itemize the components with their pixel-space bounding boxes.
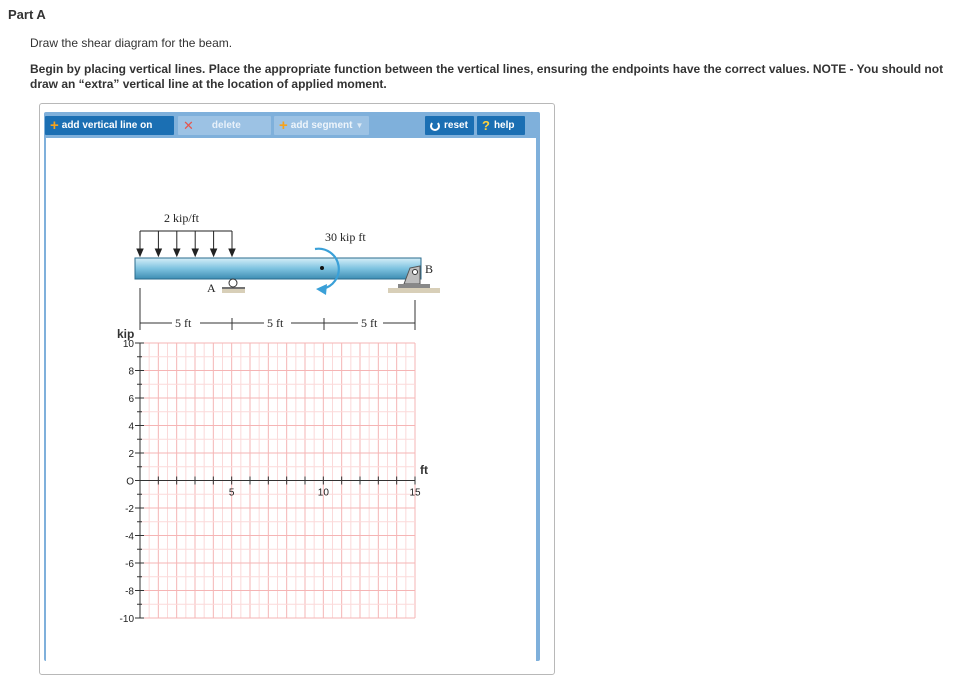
roller-support-icon: [222, 279, 245, 293]
load-arrowhead-icon: [192, 249, 198, 256]
plus-icon: +: [279, 116, 288, 134]
y-tick-label: 10: [122, 339, 134, 350]
reset-label: reset: [444, 120, 468, 131]
moment-arrowhead-icon: [316, 284, 327, 295]
help-icon: ?: [482, 118, 490, 133]
part-title: Part A: [8, 7, 46, 22]
y-tick-label: 4: [128, 421, 134, 433]
x-axis: [140, 477, 421, 499]
chevron-down-icon: ▼: [355, 121, 364, 130]
support-b-label: B: [425, 262, 434, 276]
x-tick-label: 10: [317, 487, 329, 499]
y-tick-label: -2: [125, 504, 134, 515]
moment-label: 30 kip ft: [325, 230, 366, 244]
x-tick-label: 15: [409, 487, 421, 499]
x-axis-label: ft: [420, 463, 428, 477]
load-arrowhead-icon: [155, 249, 161, 256]
instruction-text: Draw the shear diagram for the beam.: [30, 36, 233, 50]
load-label: 2 kip/ft: [164, 211, 199, 225]
load-arrowhead-icon: [211, 249, 217, 256]
delete-label: delete: [211, 120, 241, 131]
x-tick-label: 5: [228, 487, 235, 499]
dimension-label-2: 5 ft: [267, 316, 284, 330]
y-tick-label: 6: [128, 394, 134, 405]
plus-icon: +: [50, 116, 59, 134]
help-label: help: [493, 120, 515, 131]
instruction-note: Begin by placing vertical lines. Place the appropriate function between the vertical lines, ensuring the endpoints have the correct values. NOTE - You should not draw an “extra” vertical line at the location of applied moment.: [30, 62, 944, 91]
distributed-load-arrows: [137, 231, 235, 256]
dimension-label-3: 5 ft: [361, 316, 378, 330]
load-arrowhead-icon: [174, 249, 180, 256]
load-arrowhead-icon: [137, 249, 143, 256]
y-tick-label: -6: [125, 559, 134, 570]
moment-point: [320, 266, 324, 270]
y-tick-label: 2: [128, 449, 134, 460]
add-segment-label: add segment: [290, 120, 353, 131]
y-axis-label: kip: [117, 327, 135, 341]
y-tick-label: 8: [128, 366, 134, 378]
y-tick-label: -8: [125, 586, 134, 598]
support-a-label: A: [207, 281, 216, 295]
y-tick-label: O: [126, 476, 134, 488]
load-arrowhead-icon: [229, 249, 235, 256]
add-vertical-line-label: add vertical line on: [61, 120, 153, 131]
y-tick-label: -4: [125, 531, 134, 543]
close-icon: ✕: [183, 117, 194, 133]
y-tick-label: -10: [119, 614, 134, 625]
beam: [135, 258, 421, 279]
dimension-label-1: 5 ft: [175, 316, 192, 330]
